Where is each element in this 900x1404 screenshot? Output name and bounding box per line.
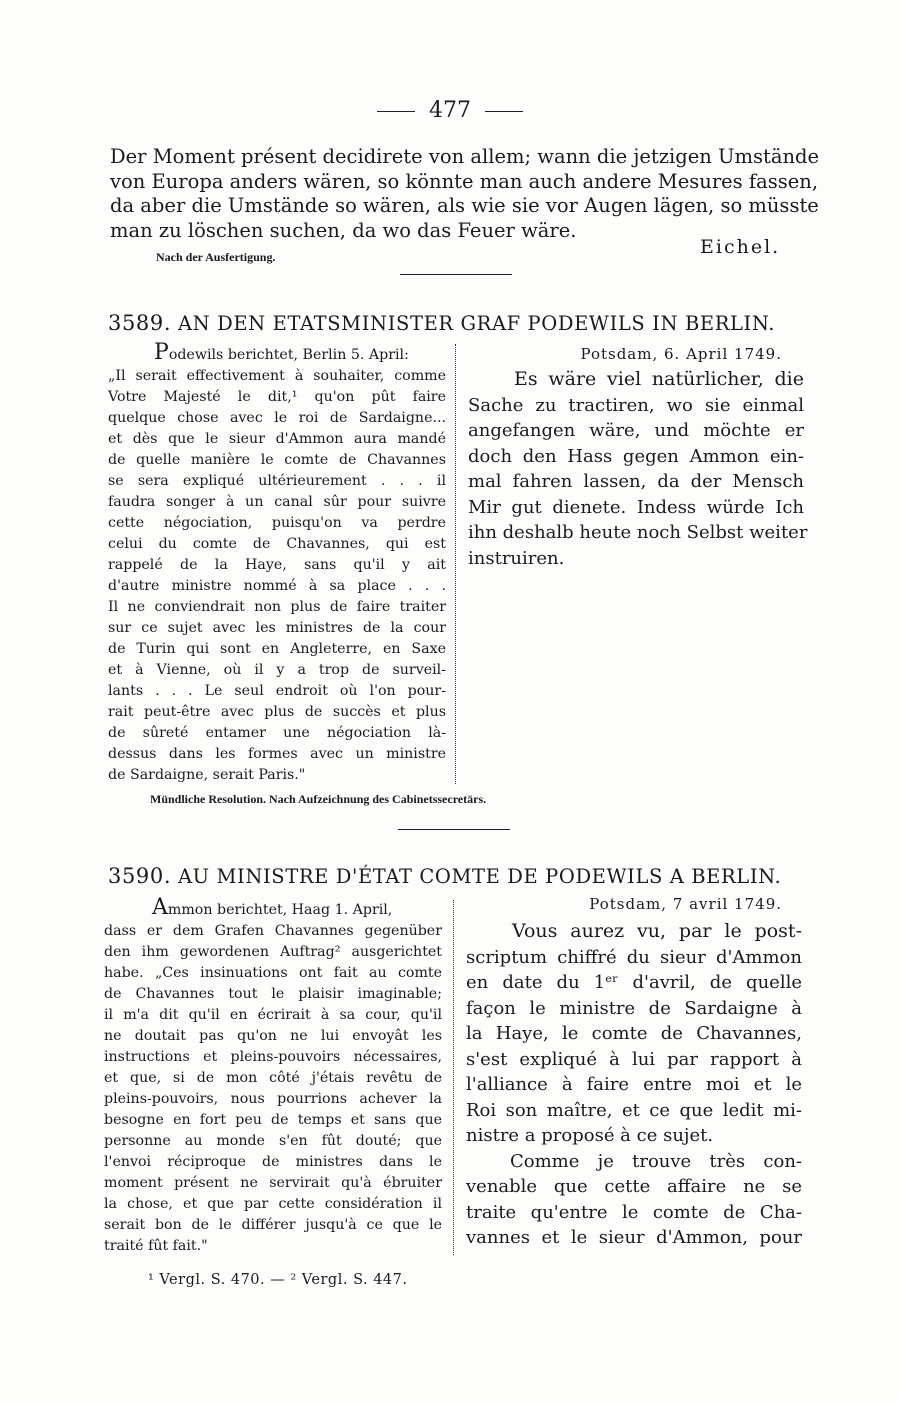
report-line: cette négociation, puisqu'on va perdre xyxy=(108,515,446,531)
reply-line: en date du 1ᵉʳ d'avril, de quelle xyxy=(466,972,802,993)
report-line: de Sardaigne, serait Paris." xyxy=(108,767,306,783)
report-line: l'envoi réciproque de ministres dans le xyxy=(104,1154,442,1170)
letter-heading-3589 xyxy=(108,311,808,335)
reply-line: la Haye, le comte de Chavannes, xyxy=(466,1023,802,1044)
report-line: besogne en fort peu de temps et sans que xyxy=(104,1112,442,1128)
page-number-dash-right xyxy=(485,111,523,112)
reply-line: ihn deshalb heute noch Selbst weiter xyxy=(468,522,808,543)
source-note-3589: Mündliche Resolution. Nach Aufzeichnung des Cabinetssecretärs. xyxy=(150,792,487,806)
report-line: dass er dem Grafen Chavannes gegenüber xyxy=(104,923,442,939)
report-first-text: odewils berichtet, Berlin 5. April: xyxy=(168,347,409,363)
report-line: lants . . . Le seul endroit où l'on pour- xyxy=(108,683,446,699)
reply-line: traite qu'entre le comte de Cha- xyxy=(466,1201,802,1223)
report-line: et que, si de mon côté j'étais revêtu de xyxy=(104,1070,442,1086)
report-line: de Chavannes tout le plaisir imaginable; xyxy=(104,986,442,1002)
report-column-3590 xyxy=(104,897,442,1257)
report-line: den ihm gewordenen Auftrag² ausgerichtet xyxy=(104,944,442,960)
column-divider xyxy=(453,900,454,1255)
report-line: rait peut-être avec plus de succès et plus xyxy=(108,704,446,720)
report-line: de Turin qui sont en Angleterre, en Saxe xyxy=(108,641,446,657)
reply-column-3589 xyxy=(468,367,808,571)
text-line: Der Moment présent decidirete von allem; wann die jetzigen Umstände xyxy=(110,145,820,168)
report-line: de quelle manière le comte de Chavannes xyxy=(108,452,446,468)
report-line: moment présent ne servirait qu'à ébruiter xyxy=(104,1175,442,1191)
reply-line: Sache zu tractiren, wo sie einmal xyxy=(468,394,804,416)
text-line: man zu löschen suchen, da wo das Feuer wäre. xyxy=(110,218,577,242)
report-line: serait bon de le différer jusqu'à ce que le xyxy=(104,1217,442,1233)
report-line: pleins-pouvoirs, nous pourrions achever la xyxy=(104,1091,442,1107)
reply-line: Mir gut dienete. Indess würde Ich xyxy=(468,496,804,518)
reply-line: l'alliance à faire entre moi et le xyxy=(466,1074,802,1095)
reply-column-3590 xyxy=(466,919,802,1251)
reply-line: Es wäre viel natürlicher, die xyxy=(514,368,804,390)
initial-letter: P xyxy=(154,340,169,365)
reply-line: façon le ministre de Sardaigne à xyxy=(466,997,802,1019)
report-line: ne doutait pas qu'on ne lui envoyât les xyxy=(104,1028,442,1044)
report-line: quelque chose avec le roi de Sardaigne... xyxy=(108,410,446,426)
letter-number: 3590. xyxy=(108,864,172,888)
reply-line: angefangen wäre, und möchte er xyxy=(468,420,804,441)
report-line: d'autre ministre nommé à sa place . . . xyxy=(108,578,446,594)
reply-line: Roi son maître, et ce que ledit mi- xyxy=(466,1099,802,1121)
letter-heading-3590 xyxy=(108,864,808,888)
report-line: se sera expliqué ultérieurement . . . il xyxy=(108,473,446,489)
reply-line: nistre a proposé à ce sujet. xyxy=(466,1125,714,1146)
report-line: rappelé de la Haye, sans qu'il y ait xyxy=(108,557,446,573)
initial-letter: A xyxy=(152,895,168,920)
reply-line: Comme je trouve très con- xyxy=(510,1150,802,1172)
report-line: de sûreté entamer une négociation là- xyxy=(108,725,446,741)
opening-paragraph xyxy=(110,145,820,243)
reply-line: doch den Hass gegen Ammon ein- xyxy=(468,445,804,467)
letter-number: 3589. xyxy=(108,311,172,335)
page-number-line xyxy=(0,98,900,123)
dateline-3590: Potsdam, 7 avril 1749. xyxy=(589,895,782,913)
column-divider xyxy=(455,344,456,784)
reply-line: mal fahren lassen, da der Mensch xyxy=(468,471,804,492)
report-line: „Il serait effectivement à souhaiter, comme xyxy=(108,368,446,384)
page-number-dash-left xyxy=(377,111,415,112)
report-line: faudra songer à un canal sûr pour suivre xyxy=(108,494,446,510)
reply-line: Vous aurez vu, par le post- xyxy=(512,920,802,942)
report-first-text: mmon berichtet, Haag 1. April, xyxy=(167,902,393,918)
page-number: 477 xyxy=(429,98,471,123)
report-first-line xyxy=(108,342,446,366)
reply-line: scriptum chiffré du sieur d'Ammon xyxy=(466,946,802,968)
letter-title: AN DEN ETATSMINISTER GRAF PODEWILS IN BERLIN. xyxy=(177,312,776,335)
report-line: traité fût fait." xyxy=(104,1238,208,1254)
report-first-line xyxy=(104,897,442,921)
text-line: von Europa anders wären, so könnte man auch andere Mesures fassen, xyxy=(110,169,819,193)
report-line: la chose, et que par cette considération il xyxy=(104,1196,442,1212)
report-line: il m'a dit qu'il en écrirait à sa cour, qu'il xyxy=(104,1007,442,1023)
section-divider xyxy=(400,274,512,275)
report-line: et dès que le sieur d'Ammon aura mandé xyxy=(108,431,446,447)
dateline-3589: Potsdam, 6. April 1749. xyxy=(580,345,782,363)
report-line: Votre Majesté le dit,¹ qu'on pût faire xyxy=(108,389,446,405)
section-divider xyxy=(398,829,510,830)
report-line: celui du comte de Chavannes, qui est xyxy=(108,536,446,552)
source-note: Nach der Ausfertigung. xyxy=(156,250,276,264)
report-line: et à Vienne, où il y a trop de surveil- xyxy=(108,662,446,678)
text-line: da aber die Umstände so wären, als wie sie vor Augen lägen, so müsste xyxy=(110,194,819,218)
report-line: instructions et pleins-pouvoirs nécessaires, xyxy=(104,1049,442,1065)
report-line: dessus dans les formes avec un ministre xyxy=(108,746,446,762)
reply-line: vannes et le sieur d'Ammon, pour xyxy=(466,1227,802,1248)
reply-line: instruiren. xyxy=(468,547,565,569)
footnotes: ¹ Vergl. S. 470. — ² Vergl. S. 447. xyxy=(148,1272,408,1288)
reply-line: s'est expliqué à lui par rapport à xyxy=(466,1048,802,1070)
report-line: sur ce sujet avec les ministres de la cour xyxy=(108,620,446,636)
letter-title: AU MINISTRE D'ÉTAT COMTE DE PODEWILS A BERLIN. xyxy=(177,865,782,888)
reply-line: venable que cette affaire ne se xyxy=(466,1176,802,1197)
report-line: habe. „Ces insinuations ont fait au comte xyxy=(104,965,442,981)
report-line: Il ne conviendrait non plus de faire traiter xyxy=(108,599,446,615)
report-column-3589 xyxy=(108,342,446,786)
report-line: personne au monde s'en fût douté; que xyxy=(104,1133,442,1149)
signature: Eichel. xyxy=(700,236,781,258)
